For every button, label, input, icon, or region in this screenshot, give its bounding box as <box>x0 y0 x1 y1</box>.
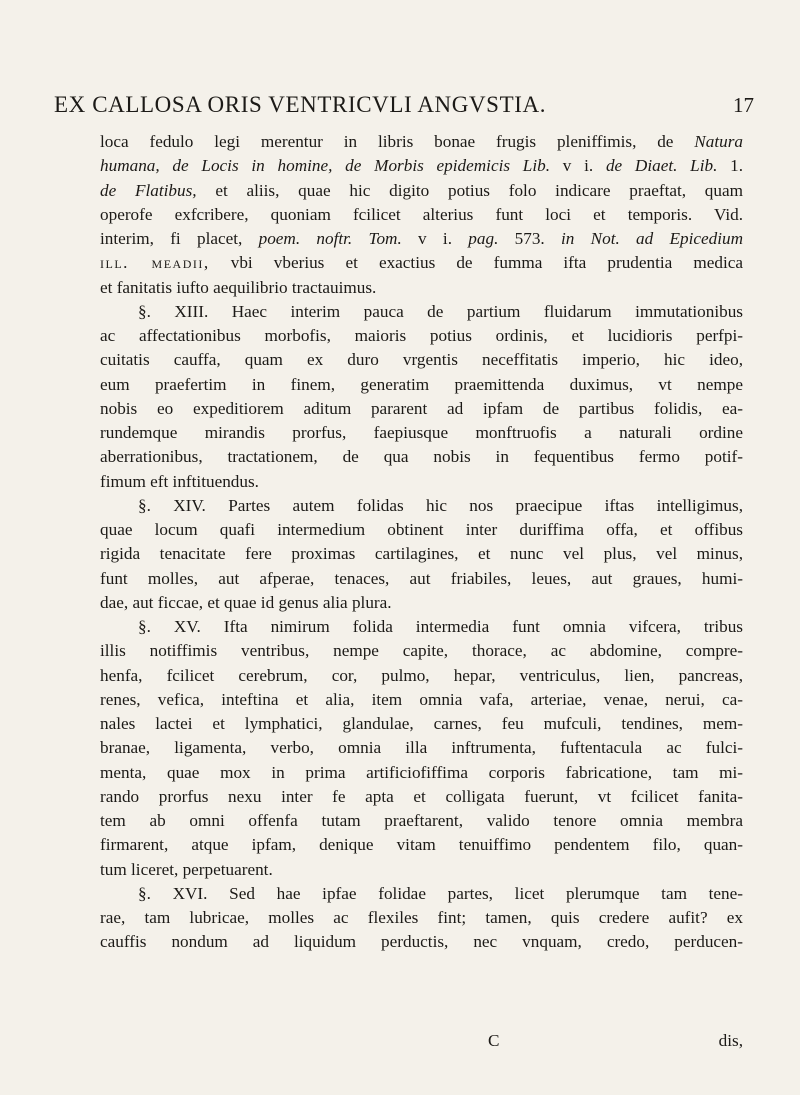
text-run: cuitatis cauffa, quam ex duro vrgentis neceffitatis imperio, hic ideo, <box>100 350 743 370</box>
italic-run: poem. noftr. Tom. <box>258 229 402 248</box>
text-line <box>100 736 743 760</box>
text-run: branae, ligamenta, verbo, omnia illa inftrumenta, fuftentacula ac fulci- <box>100 738 743 758</box>
text-run: menta, quae mox in prima artificiofiffima corporis fabricatione, tam mi- <box>100 762 743 782</box>
text-line <box>100 833 743 857</box>
text-run: 573. <box>498 229 561 248</box>
text-run: funt molles, aut afperae, tenaces, aut friabiles, leues, aut graues, humi- <box>100 568 743 588</box>
text-run: tem ab omni offenfa tutam praeftarent, valido tenore omnia membra <box>100 811 743 830</box>
italic-run: in Not. ad Epicedium <box>561 229 744 248</box>
text-line <box>100 494 743 518</box>
text-run: interim, fi placet, <box>100 229 259 248</box>
text-line <box>100 203 743 227</box>
text-run: et aliis, quae hic digito potius folo indicare praeftat, quam <box>196 180 743 200</box>
text-run: quae locum quafi intermedium obtinent inter duriffima offa, et offibus <box>100 520 743 539</box>
text-line <box>100 130 743 154</box>
catchword: dis, <box>718 1031 743 1050</box>
text-line <box>100 397 743 421</box>
text-line <box>100 639 743 663</box>
text-run: loca fedulo legi merentur in libris bonae frugis pleniffimis, de <box>100 132 695 151</box>
text-run: operofe exfcribere, quoniam fcilicet alterius funt loci et temporis. Vid. <box>100 204 743 224</box>
text-line <box>100 518 743 542</box>
text-line <box>100 906 743 930</box>
text-run: aberrationibus, tractationem, de qua nobis in fequentibus fermo potif- <box>100 447 743 467</box>
text-line <box>100 712 743 736</box>
text-line <box>100 348 743 372</box>
text-run: vbi vberius et exactius de fumma ifta prudentia medica <box>209 253 743 273</box>
text-run: nobis eo expeditiorem aditum pararent ad ipfam de partibus folidis, ea- <box>100 398 743 418</box>
text-run: v i. <box>401 229 469 248</box>
italic-run: Natura <box>694 132 743 151</box>
text-line <box>100 882 743 906</box>
signature-mark: C <box>488 1031 500 1050</box>
text-run: fimum eft inftituendus. <box>100 471 259 491</box>
text-line <box>100 421 743 445</box>
text-run: 1. <box>717 156 744 176</box>
text-line <box>100 154 743 178</box>
text-line <box>100 664 743 688</box>
text-line <box>100 858 743 882</box>
text-line <box>100 785 743 809</box>
text-run: nales lactei et lymphatici, glandulae, carnes, feu mufculi, tendines, mem- <box>100 714 743 733</box>
text-run: ac affectationibus morbofis, maioris potius ordinis, et lucidioris perfpi- <box>100 326 743 345</box>
page-number: 17 <box>733 93 754 117</box>
text-run: tum liceret, perpetuarent. <box>100 859 273 879</box>
text-line <box>100 445 743 469</box>
text-line <box>100 761 743 785</box>
text-line <box>100 930 743 954</box>
text-line <box>100 276 743 300</box>
italic-run: humana, de Locis in homine, de Morbis epidemicis Lib. <box>100 156 551 176</box>
text-line <box>100 373 743 397</box>
text-line <box>100 591 743 615</box>
text-run: henfa, fcilicet cerebrum, cor, pulmo, hepar, ventriculus, lien, pancreas, <box>100 665 743 685</box>
text-run: §. XV. Ifta nimirum folida intermedia funt omnia vifcera, tribus <box>138 617 743 636</box>
text-run: rando prorfus nexu inter fe apta et colligata fuerunt, vt fcilicet fanita- <box>100 786 743 806</box>
page-footer <box>100 1031 743 1051</box>
text-line <box>100 542 743 566</box>
text-run: §. XVI. Sed hae ipfae folidae partes, licet plerumque tam tene- <box>138 883 743 903</box>
text-line <box>100 227 743 251</box>
small-caps-run: ill. meadii, <box>100 253 210 273</box>
page-header <box>54 92 754 118</box>
running-title: EX CALLOSA ORIS VENTRICVLI ANGVSTIA. <box>54 92 547 117</box>
text-line <box>100 567 743 591</box>
text-run: rae, tam lubricae, molles ac flexiles fint; tamen, quis credere aufit? ex <box>100 908 743 927</box>
text-line <box>100 324 743 348</box>
text-run: v i. <box>550 156 606 176</box>
text-run: rundemque mirandis prorfus, faepiusque monftruofis a naturali ordine <box>100 423 743 442</box>
text-run: eum praefertim in finem, generatim praemittenda duximus, vt nempe <box>100 374 743 394</box>
italic-run: de Flatibus, <box>100 180 197 200</box>
text-line <box>100 300 743 324</box>
text-run: rigida tenacitate fere proximas cartilagines, et nunc vel plus, vel minus, <box>100 544 743 564</box>
text-line <box>100 251 743 275</box>
italic-run: de Diaet. Lib. <box>605 156 718 176</box>
text-run: firmarent, atque ipfam, denique vitam tenuiffimo pendentem filo, quan- <box>100 835 743 855</box>
text-run: illis notiffimis ventribus, nempe capite, thorace, ac abdomine, compre- <box>100 641 743 661</box>
text-line <box>100 615 743 639</box>
text-run: cauffis nondum ad liquidum perductis, nec vnquam, credo, perducen- <box>100 932 743 952</box>
text-run: renes, vefica, inteftina et alia, item omnia vafa, arteriae, venae, nerui, ca- <box>100 689 743 709</box>
italic-run: pag. <box>468 229 499 248</box>
text-line <box>100 809 743 833</box>
text-run: §. XIII. Haec interim pauca de partium fluidarum immutationibus <box>138 301 743 321</box>
body-text <box>100 130 743 955</box>
text-run: et fanitatis iufto aequilibrio tractauimus. <box>100 277 377 297</box>
text-run: §. XIV. Partes autem folidas hic nos praecipue iftas intelligimus, <box>138 495 743 515</box>
text-line <box>100 470 743 494</box>
text-line <box>100 179 743 203</box>
text-line <box>100 688 743 712</box>
text-run: dae, aut ficcae, et quae id genus alia plura. <box>100 592 392 612</box>
